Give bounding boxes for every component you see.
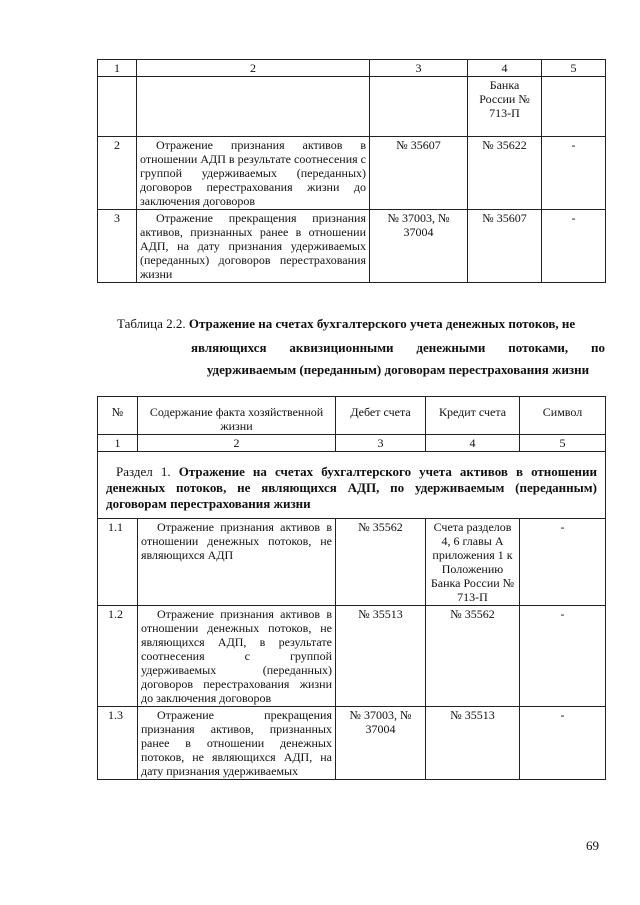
col-number-cell: 2: [137, 60, 370, 77]
credit-cell: № 35562: [426, 606, 520, 707]
table-row: [98, 137, 606, 210]
continuation-table: [97, 59, 606, 283]
debit-cell: № 37003, № 37004: [336, 707, 426, 780]
credit-cell: № 35607: [468, 210, 542, 283]
table-row: [98, 210, 606, 283]
header-debit: Дебет счета: [336, 397, 426, 435]
credit-cell: Банка России № 713-П: [468, 77, 542, 137]
debit-cell: № 35607: [370, 137, 468, 210]
col-number-cell: 1: [98, 435, 138, 452]
table-row: [98, 77, 606, 137]
credit-cell: № 35513: [426, 707, 520, 780]
col-number-cell: 5: [520, 435, 606, 452]
symbol-cell: -: [520, 606, 606, 707]
header-content: Содержание факта хозяйственной жизни: [138, 397, 336, 435]
symbol-cell: -: [542, 137, 606, 210]
credit-cell: № 35622: [468, 137, 542, 210]
col-number-cell: 3: [336, 435, 426, 452]
debit-cell: № 37003, № 37004: [370, 210, 468, 283]
table-header-row: [98, 397, 606, 435]
header-credit: Кредит счета: [426, 397, 520, 435]
table-header-row: [98, 60, 606, 77]
col-number-cell: 5: [542, 60, 606, 77]
row-number: 1.2: [98, 606, 138, 707]
symbol-cell: -: [542, 210, 606, 283]
symbol-cell: -: [520, 707, 606, 780]
symbol-cell: -: [520, 519, 606, 606]
header-number: №: [98, 397, 138, 435]
table-row: [98, 606, 606, 707]
content-cell: Отражение признания активов в отношении АДП в результате соотнесения с группой удерживаемых (переданных) договоров перестрахования жизни до заключения договоров: [137, 137, 370, 210]
row-number: 3: [98, 210, 137, 283]
row-number: 2: [98, 137, 137, 210]
column-number-row: [98, 435, 606, 452]
col-number-cell: 4: [468, 60, 542, 77]
table-caption-line2: являющихся аквизиционными денежными потоками, по: [191, 340, 605, 355]
row-number: 1.1: [98, 519, 138, 606]
caption-title-line1: Отражение на счетах бухгалтерского учета денежных потоков, не: [188, 316, 576, 331]
col-number-cell: 3: [370, 60, 468, 77]
table-caption: [97, 312, 605, 336]
content-cell: Отражение признания активов в отношении денежных потоков, не являющихся АДП: [138, 519, 336, 606]
header-symbol: Символ: [520, 397, 606, 435]
cash-flows-table: [97, 396, 606, 780]
section-title: Отражение на счетах бухгалтерского учета активов в отношении денежных потоков, не являющихся АДП, по удерживаемым (переданным) договорам перестрахования жизни: [106, 464, 597, 511]
caption-prefix: Таблица 2.2.: [117, 316, 186, 331]
col-number-cell: 2: [138, 435, 336, 452]
table-row: [98, 707, 606, 780]
col-number-cell: 1: [98, 60, 137, 77]
col-number-cell: 4: [426, 435, 520, 452]
table-row: [98, 519, 606, 606]
section-row: [98, 452, 606, 519]
content-cell: Отражение признания активов в отношении денежных потоков, не являющихся АДП, в результате соотнесения с группой удерживаемых (переданных) договоров перестрахования жизни до заключения договоров: [138, 606, 336, 707]
row-number: 1.3: [98, 707, 138, 780]
content-cell: Отражение прекращения признания активов, признанных ранее в отношении АДП, на дату признания удерживаемых (переданных) договоров перестрахования жизни: [137, 210, 370, 283]
debit-cell: № 35513: [336, 606, 426, 707]
content-cell: Отражение прекращения признания активов, признанных ранее в отношении денежных потоков, не являющихся АДП, на дату признания удерживаемых: [138, 707, 336, 780]
table-caption-line3: удерживаемым (переданным) договорам перестрахования жизни: [206, 362, 590, 377]
section-heading: [98, 452, 606, 519]
debit-cell: № 35562: [336, 519, 426, 606]
credit-cell: Счета разделов 4, 6 главы А приложения 1 к Положению Банка России № 713-П: [426, 519, 520, 606]
section-prefix: Раздел 1.: [116, 464, 171, 479]
page-number: 69: [586, 838, 599, 853]
